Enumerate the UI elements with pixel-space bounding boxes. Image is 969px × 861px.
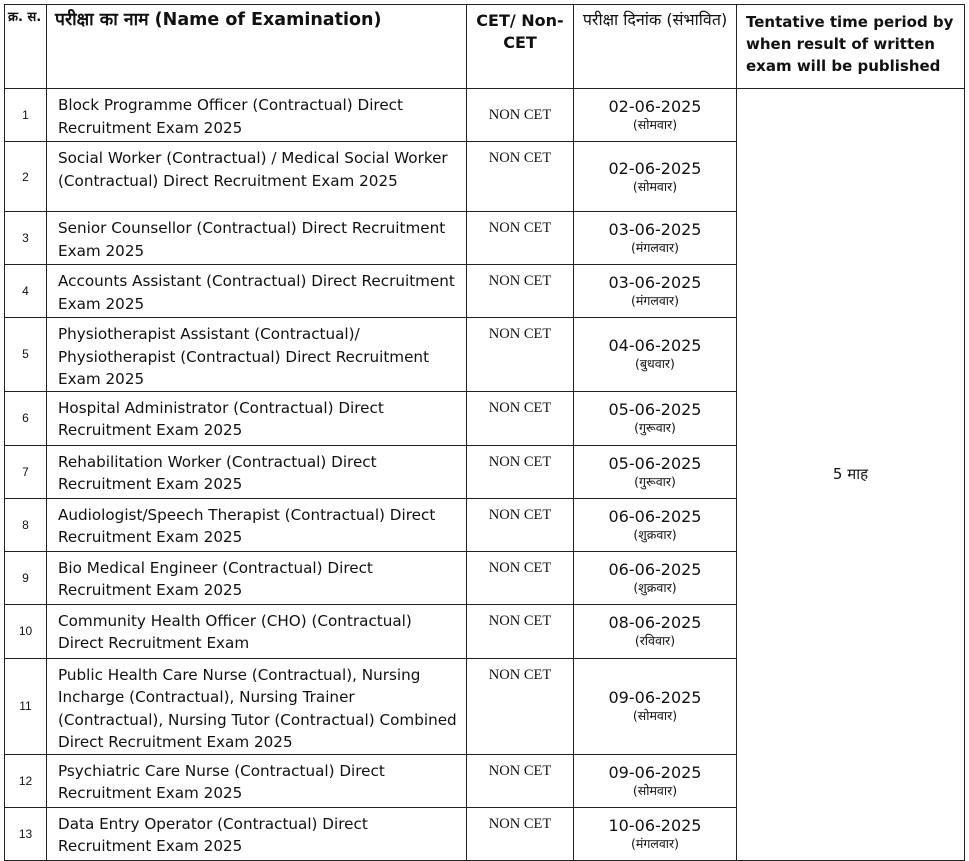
exam-day: (बुधवार)	[635, 356, 675, 372]
exam-date-cell	[574, 89, 737, 142]
serial-number: 4	[5, 265, 47, 318]
exam-name: Data Entry Operator (Contractual) Direct Recruitment Exam 2025	[47, 807, 467, 860]
cet-type: NON CET	[467, 498, 574, 551]
serial-number: 2	[5, 142, 47, 212]
exam-date: 02-06-2025	[608, 158, 702, 178]
exam-date-cell	[574, 551, 737, 604]
exam-schedule-table	[4, 4, 965, 861]
exam-date-cell	[574, 142, 737, 212]
exam-name: Hospital Administrator (Contractual) Direct Recruitment Exam 2025	[47, 391, 467, 445]
exam-day: (सोमवार)	[632, 708, 678, 723]
exam-name: Accounts Assistant (Contractual) Direct Recruitment Exam 2025	[47, 265, 467, 318]
exam-name-header: परीक्षा का नाम (Name of Examination)	[47, 5, 467, 89]
exam-name: Community Health Officer (CHO) (Contractual) Direct Recruitment Exam	[47, 604, 467, 658]
serial-number: 1	[5, 89, 47, 142]
exam-date: 03-06-2025	[608, 273, 702, 292]
exam-date: 03-06-2025	[608, 220, 702, 239]
exam-date: 09-06-2025	[608, 688, 702, 707]
serial-number: 13	[5, 807, 47, 860]
cet-type: NON CET	[467, 445, 574, 498]
serial-number: 3	[5, 212, 47, 265]
serial-number: 8	[5, 498, 47, 551]
cet-type: NON CET	[467, 658, 574, 754]
result-period-header: Tentative time period by when result of written exam will be published	[737, 5, 965, 89]
exam-day: (मंगलवार)	[630, 240, 680, 255]
exam-day: (शुक्रवार)	[633, 526, 677, 542]
header-row	[5, 5, 965, 89]
cet-type: NON CET	[467, 212, 574, 265]
exam-name: Senior Counsellor (Contractual) Direct Recruitment Exam 2025	[47, 212, 467, 265]
serial-header: क्र. स.	[5, 5, 47, 89]
serial-number: 5	[5, 318, 47, 392]
exam-day: (सोमवार)	[632, 117, 678, 132]
exam-date-cell	[574, 318, 737, 392]
exam-date: 02-06-2025	[608, 97, 702, 116]
cet-type: NON CET	[467, 265, 574, 318]
exam-date-cell	[574, 604, 737, 658]
exam-day: (मंगलवार)	[630, 835, 680, 851]
result-period: 5 माह	[737, 89, 965, 861]
exam-date-cell	[574, 498, 737, 551]
exam-day: (रविवार)	[634, 633, 676, 648]
exam-day: (गुरूवार)	[634, 473, 676, 489]
cet-type: NON CET	[467, 89, 574, 142]
exam-name: Block Programme Officer (Contractual) Direct Recruitment Exam 2025	[47, 89, 467, 142]
exam-name: Bio Medical Engineer (Contractual) Direct Recruitment Exam 2025	[47, 551, 467, 604]
exam-name: Rehabilitation Worker (Contractual) Direct Recruitment Exam 2025	[47, 445, 467, 498]
exam-date-header: परीक्षा दिनांक (संभावित)	[574, 5, 737, 89]
exam-date: 06-06-2025	[608, 506, 702, 526]
cet-type: NON CET	[467, 754, 574, 807]
exam-name: Audiologist/Speech Therapist (Contractual) Direct Recruitment Exam 2025	[47, 498, 467, 551]
exam-date: 09-06-2025	[608, 762, 702, 782]
exam-date: 10-06-2025	[608, 815, 702, 835]
serial-number: 6	[5, 391, 47, 445]
cet-type: NON CET	[467, 391, 574, 445]
exam-date-cell	[574, 445, 737, 498]
serial-number: 10	[5, 604, 47, 658]
exam-day: (मंगलवार)	[630, 293, 680, 308]
cet-type: NON CET	[467, 604, 574, 658]
exam-date: 04-06-2025	[608, 336, 702, 356]
exam-date-cell	[574, 265, 737, 318]
exam-day: (सोमवार)	[632, 178, 678, 194]
table-row	[5, 89, 965, 142]
exam-name: Psychiatric Care Nurse (Contractual) Direct Recruitment Exam 2025	[47, 754, 467, 807]
cet-type: NON CET	[467, 551, 574, 604]
exam-name: Social Worker (Contractual) / Medical Social Worker (Contractual) Direct Recruitment Exam 2025	[47, 142, 467, 212]
exam-schedule-sheet	[4, 4, 965, 861]
serial-number: 11	[5, 658, 47, 754]
exam-date: 06-06-2025	[608, 559, 702, 579]
exam-date: 05-06-2025	[608, 400, 702, 419]
exam-date-cell	[574, 754, 737, 807]
exam-date-cell	[574, 212, 737, 265]
serial-number: 7	[5, 445, 47, 498]
exam-day: (सोमवार)	[632, 782, 678, 798]
exam-name: Public Health Care Nurse (Contractual), Nursing Incharge (Contractual), Nursing Trainer (Contractual), Nursing Tutor (Contractual) Combined Direct Recruitment Exam 2025	[47, 658, 467, 754]
cet-type: NON CET	[467, 318, 574, 392]
exam-date: 08-06-2025	[608, 613, 702, 632]
exam-day: (शुक्रवार)	[633, 579, 677, 595]
serial-number: 9	[5, 551, 47, 604]
cet-header: CET/ Non-CET	[467, 5, 574, 89]
serial-number: 12	[5, 754, 47, 807]
exam-date-cell	[574, 391, 737, 445]
cet-type: NON CET	[467, 807, 574, 860]
exam-date-cell	[574, 807, 737, 860]
exam-date-cell	[574, 658, 737, 754]
exam-name: Physiotherapist Assistant (Contractual)/ Physiotherapist (Contractual) Direct Recruitment Exam 2025	[47, 318, 467, 392]
cet-type: NON CET	[467, 142, 574, 212]
exam-date: 05-06-2025	[608, 453, 702, 473]
exam-day: (गुरूवार)	[634, 420, 676, 435]
